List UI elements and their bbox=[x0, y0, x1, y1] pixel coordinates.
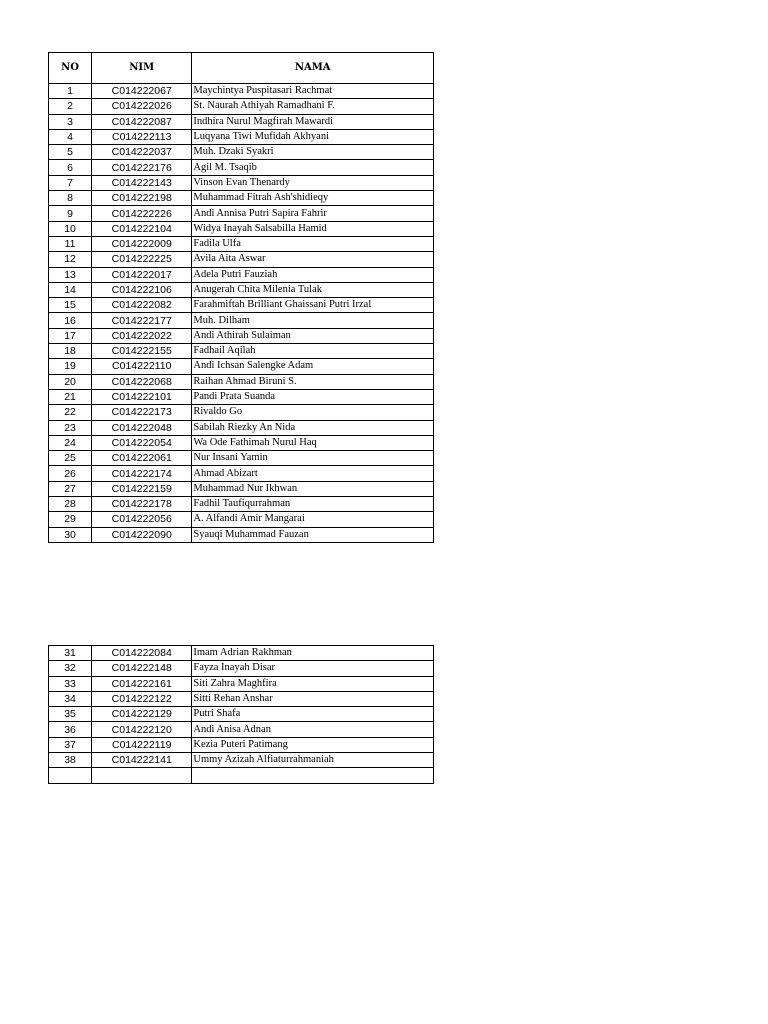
cell-nama: Adela Putri Fauziah bbox=[192, 267, 434, 282]
cell-nama: Wa Ode Fathimah Nurul Haq bbox=[192, 435, 434, 450]
cell-nim: C014222113 bbox=[92, 129, 192, 144]
cell-nim: C014222061 bbox=[92, 451, 192, 466]
cell-no: 13 bbox=[49, 267, 92, 282]
cell-nim: C014222143 bbox=[92, 175, 192, 190]
table-row bbox=[49, 114, 434, 129]
cell-nama: Ahmad Abizart bbox=[192, 466, 434, 481]
cell-nim: C014222159 bbox=[92, 481, 192, 496]
cell-nama: Nur Insani Yamin bbox=[192, 451, 434, 466]
cell-nim: C014222037 bbox=[92, 145, 192, 160]
cell-nama: Sitti Rehan Anshar bbox=[192, 691, 434, 706]
cell-nama: Anugerah Chita Milenia Tulak bbox=[192, 282, 434, 297]
cell-nama: Andi Anisa Adnan bbox=[192, 722, 434, 737]
cell-nim: C014222161 bbox=[92, 676, 192, 691]
cell-no: 8 bbox=[49, 191, 92, 206]
cell-no bbox=[49, 768, 92, 783]
cell-nim: C014222119 bbox=[92, 737, 192, 752]
cell-nama: Andi Ichsan Salengke Adam bbox=[192, 359, 434, 374]
table-row bbox=[49, 676, 434, 691]
cell-nim: C014222148 bbox=[92, 661, 192, 676]
table-row bbox=[49, 374, 434, 389]
cell-nama: Avila Aita Aswar bbox=[192, 252, 434, 267]
cell-no: 21 bbox=[49, 389, 92, 404]
cell-nama: A. Alfandi Amir Mangarai bbox=[192, 512, 434, 527]
cell-no: 27 bbox=[49, 481, 92, 496]
cell-no: 25 bbox=[49, 451, 92, 466]
cell-nim: C014222087 bbox=[92, 114, 192, 129]
table-row bbox=[49, 160, 434, 175]
cell-no: 5 bbox=[49, 145, 92, 160]
table-row bbox=[49, 435, 434, 450]
table-row bbox=[49, 527, 434, 542]
student-table-top bbox=[48, 52, 434, 543]
cell-no: 11 bbox=[49, 236, 92, 251]
cell-no: 9 bbox=[49, 206, 92, 221]
table-row bbox=[49, 328, 434, 343]
cell-nim: C014222101 bbox=[92, 389, 192, 404]
cell-no: 12 bbox=[49, 252, 92, 267]
cell-nim: C014222226 bbox=[92, 206, 192, 221]
table-row bbox=[49, 344, 434, 359]
cell-nim: C014222141 bbox=[92, 753, 192, 768]
cell-nim: C014222122 bbox=[92, 691, 192, 706]
cell-nim: C014222090 bbox=[92, 527, 192, 542]
table-row bbox=[49, 313, 434, 328]
cell-no: 10 bbox=[49, 221, 92, 236]
cell-nim: C014222198 bbox=[92, 191, 192, 206]
cell-no: 1 bbox=[49, 84, 92, 99]
table-row bbox=[49, 206, 434, 221]
table-row bbox=[49, 236, 434, 251]
table-row bbox=[49, 722, 434, 737]
table-row bbox=[49, 737, 434, 752]
cell-nama: Pandi Prata Suanda bbox=[192, 389, 434, 404]
cell-nim: C014222174 bbox=[92, 466, 192, 481]
student-table-bottom bbox=[48, 645, 434, 784]
table-row bbox=[49, 267, 434, 282]
header-nim: NIM bbox=[92, 53, 192, 84]
cell-nim: C014222056 bbox=[92, 512, 192, 527]
cell-nim: C014222225 bbox=[92, 252, 192, 267]
cell-nama: Siti Zahra Maghfira bbox=[192, 676, 434, 691]
cell-nama: Putri Shafa bbox=[192, 707, 434, 722]
table-row bbox=[49, 252, 434, 267]
table-row bbox=[49, 691, 434, 706]
table-row bbox=[49, 298, 434, 313]
cell-nama: Sabilah Riezky An Nida bbox=[192, 420, 434, 435]
cell-no: 2 bbox=[49, 99, 92, 114]
cell-no: 30 bbox=[49, 527, 92, 542]
cell-nim: C014222026 bbox=[92, 99, 192, 114]
cell-nim: C014222084 bbox=[92, 646, 192, 661]
cell-nim: C014222110 bbox=[92, 359, 192, 374]
cell-no: 28 bbox=[49, 497, 92, 512]
cell-nama: Muh. Dilham bbox=[192, 313, 434, 328]
cell-nama: Syauqi Muhammad Fauzan bbox=[192, 527, 434, 542]
cell-no: 14 bbox=[49, 282, 92, 297]
cell-nim: C014222048 bbox=[92, 420, 192, 435]
cell-nama: Widya Inayah Salsabilla Hamid bbox=[192, 221, 434, 236]
table-row bbox=[49, 129, 434, 144]
table-row bbox=[49, 646, 434, 661]
cell-no: 31 bbox=[49, 646, 92, 661]
cell-nama: Kezia Puteri Patimang bbox=[192, 737, 434, 752]
table-row bbox=[49, 175, 434, 190]
table-row bbox=[49, 221, 434, 236]
table-row bbox=[49, 753, 434, 768]
table-body-bottom bbox=[49, 646, 434, 784]
cell-no: 20 bbox=[49, 374, 92, 389]
cell-nim: C014222022 bbox=[92, 328, 192, 343]
cell-no: 26 bbox=[49, 466, 92, 481]
table-row bbox=[49, 768, 434, 783]
cell-nama: Fadhail Aqilah bbox=[192, 344, 434, 359]
cell-nama: Ummy Azizah Alfiaturrahmaniah bbox=[192, 753, 434, 768]
cell-no: 36 bbox=[49, 722, 92, 737]
cell-nama: Andi Athirah Sulaiman bbox=[192, 328, 434, 343]
cell-nama: Muh. Dzaki Syakri bbox=[192, 145, 434, 160]
cell-nim: C014222068 bbox=[92, 374, 192, 389]
table-body-top bbox=[49, 84, 434, 543]
cell-no: 34 bbox=[49, 691, 92, 706]
cell-no: 37 bbox=[49, 737, 92, 752]
table-row bbox=[49, 481, 434, 496]
cell-nim: C014222120 bbox=[92, 722, 192, 737]
table-row bbox=[49, 282, 434, 297]
table-row bbox=[49, 512, 434, 527]
cell-no: 22 bbox=[49, 405, 92, 420]
cell-nim: C014222054 bbox=[92, 435, 192, 450]
cell-nama: Muhammad Fitrah Ash'shidieqy bbox=[192, 191, 434, 206]
cell-no: 18 bbox=[49, 344, 92, 359]
cell-nim: C014222106 bbox=[92, 282, 192, 297]
cell-nim: C014222178 bbox=[92, 497, 192, 512]
cell-no: 24 bbox=[49, 435, 92, 450]
cell-nim: C014222176 bbox=[92, 160, 192, 175]
table-row bbox=[49, 405, 434, 420]
table-row bbox=[49, 420, 434, 435]
cell-no: 19 bbox=[49, 359, 92, 374]
cell-nama: Indhira Nurul Magfirah Mawardi bbox=[192, 114, 434, 129]
cell-nama: Rivaldo Go bbox=[192, 405, 434, 420]
table-row bbox=[49, 661, 434, 676]
table-row bbox=[49, 359, 434, 374]
cell-nama: Vinson Evan Thenardy bbox=[192, 175, 434, 190]
cell-nim: C014222177 bbox=[92, 313, 192, 328]
table-row bbox=[49, 389, 434, 404]
cell-no: 29 bbox=[49, 512, 92, 527]
cell-nama: Farahmiftah Brilliant Ghaissani Putri Irzal bbox=[192, 298, 434, 313]
table-row bbox=[49, 145, 434, 160]
cell-nama: Muhammad Nur Ikhwan bbox=[192, 481, 434, 496]
cell-no: 3 bbox=[49, 114, 92, 129]
cell-nama: Fayza Inayah Disar bbox=[192, 661, 434, 676]
cell-nim: C014222067 bbox=[92, 84, 192, 99]
cell-nim bbox=[92, 768, 192, 783]
cell-no: 38 bbox=[49, 753, 92, 768]
cell-nim: C014222129 bbox=[92, 707, 192, 722]
cell-nama: Raihan Ahmad Biruni S. bbox=[192, 374, 434, 389]
header-no: NO bbox=[49, 53, 92, 84]
cell-nama: St. Naurah Athiyah Ramadhani F. bbox=[192, 99, 434, 114]
table-row bbox=[49, 466, 434, 481]
header-row bbox=[49, 53, 434, 84]
cell-nim: C014222009 bbox=[92, 236, 192, 251]
cell-nama: Luqyana Tiwi Mufidah Akhyani bbox=[192, 129, 434, 144]
cell-no: 6 bbox=[49, 160, 92, 175]
cell-no: 4 bbox=[49, 129, 92, 144]
table-row bbox=[49, 497, 434, 512]
cell-nama: Andi Annisa Putri Sapira Fahrir bbox=[192, 206, 434, 221]
cell-no: 16 bbox=[49, 313, 92, 328]
table-row bbox=[49, 451, 434, 466]
header-nama: NAMA bbox=[192, 53, 434, 84]
cell-no: 23 bbox=[49, 420, 92, 435]
cell-no: 7 bbox=[49, 175, 92, 190]
cell-nama: Fadhil Taufiqurrahman bbox=[192, 497, 434, 512]
cell-nama: Maychintya Puspitasari Rachmat bbox=[192, 84, 434, 99]
cell-nim: C014222017 bbox=[92, 267, 192, 282]
cell-nim: C014222104 bbox=[92, 221, 192, 236]
cell-nim: C014222155 bbox=[92, 344, 192, 359]
cell-no: 15 bbox=[49, 298, 92, 313]
cell-no: 33 bbox=[49, 676, 92, 691]
table-row bbox=[49, 707, 434, 722]
cell-nama: Agil M. Tsaqib bbox=[192, 160, 434, 175]
cell-no: 32 bbox=[49, 661, 92, 676]
table-row bbox=[49, 84, 434, 99]
cell-nama: Imam Adrian Rakhman bbox=[192, 646, 434, 661]
table-row bbox=[49, 191, 434, 206]
table-row bbox=[49, 99, 434, 114]
cell-nama: Fadila Ulfa bbox=[192, 236, 434, 251]
cell-nama bbox=[192, 768, 434, 783]
cell-no: 35 bbox=[49, 707, 92, 722]
cell-nim: C014222082 bbox=[92, 298, 192, 313]
cell-no: 17 bbox=[49, 328, 92, 343]
cell-nim: C014222173 bbox=[92, 405, 192, 420]
